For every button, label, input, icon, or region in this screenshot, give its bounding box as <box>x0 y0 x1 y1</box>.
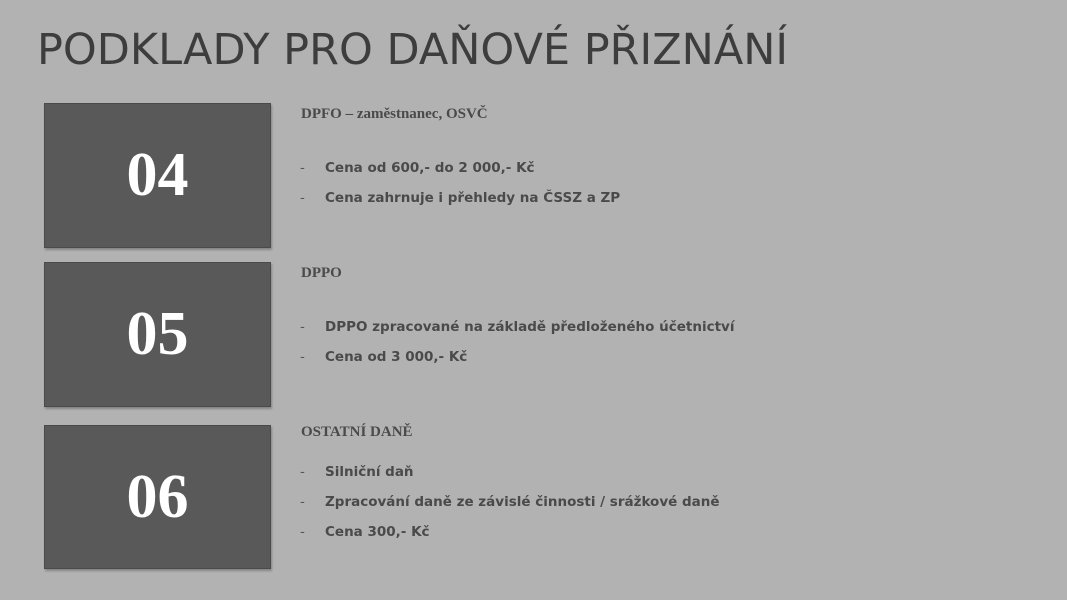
section-bullet-list-05 <box>300 319 735 379</box>
list-item-text: Cena od 600,- do 2 000,- Kč <box>325 160 535 176</box>
section-bullet-list-06 <box>300 464 720 554</box>
list-item <box>300 160 620 190</box>
bullet-marker: - <box>300 190 305 206</box>
section-number-box-04 <box>44 103 271 248</box>
list-item <box>300 349 735 379</box>
section-bullet-list-04 <box>300 160 620 220</box>
bullet-marker: - <box>300 524 305 540</box>
bullet-marker: - <box>300 319 305 335</box>
section-number: 04 <box>126 141 189 209</box>
section-number: 06 <box>126 462 189 531</box>
section-number-box-05 <box>44 262 271 407</box>
list-item-text: Cena od 3 000,- Kč <box>325 349 468 365</box>
list-item <box>300 464 720 494</box>
bullet-marker: - <box>300 494 305 510</box>
bullet-marker: - <box>300 160 305 176</box>
section-heading-ostatni-dane: OSTATNÍ DANĚ <box>301 424 413 440</box>
list-item-text: DPPO zpracované na základě předloženého účetnictví <box>325 319 735 335</box>
page-title: PODKLADY PRO DAŇOVÉ PŘIZNÁNÍ <box>37 25 789 75</box>
list-item-text: Cena zahrnuje i přehledy na ČSSZ a ZP <box>325 190 621 206</box>
list-item-text: Silniční daň <box>325 464 414 480</box>
bullet-marker: - <box>300 464 305 480</box>
list-item-text: Zpracování daně ze závislé činnosti / srážkové daně <box>325 494 720 510</box>
list-item <box>300 319 735 349</box>
bullet-marker: - <box>300 349 305 365</box>
list-item-text: Cena 300,- Kč <box>325 524 430 540</box>
list-item <box>300 524 720 554</box>
section-number-box-06 <box>44 425 271 569</box>
list-item <box>300 494 720 524</box>
section-heading-dppo: DPPO <box>301 265 342 281</box>
list-item <box>300 190 620 220</box>
section-heading-dpfo: DPFO – zaměstnanec, OSVČ <box>301 106 488 122</box>
section-number: 05 <box>126 300 189 368</box>
